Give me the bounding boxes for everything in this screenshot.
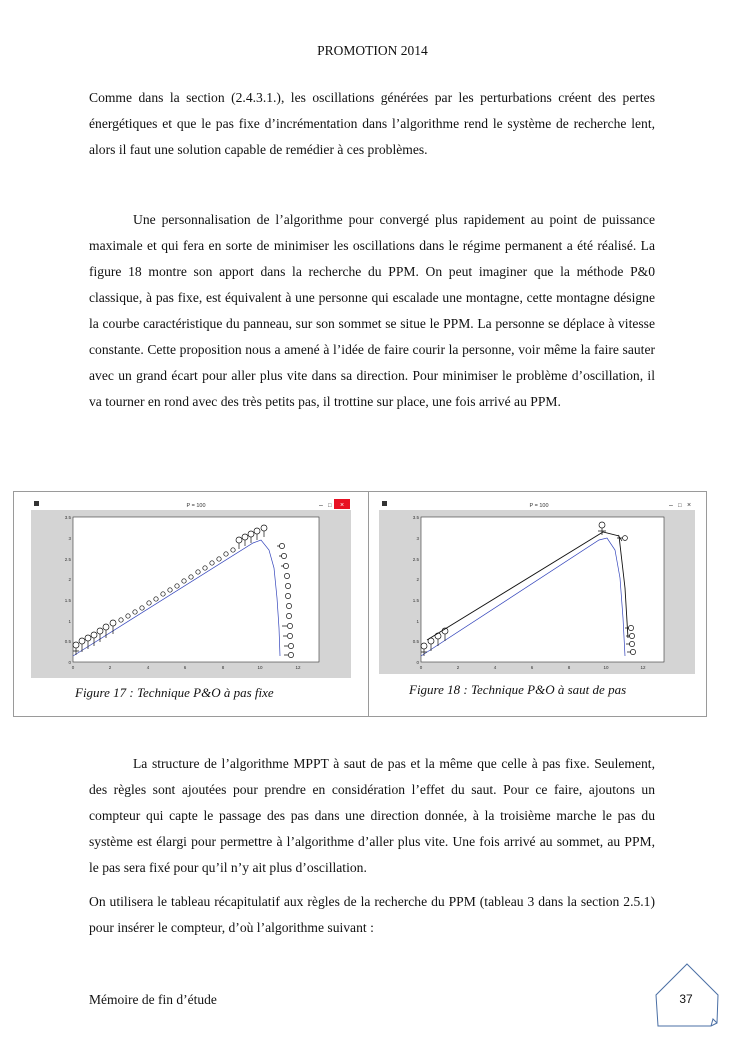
y-tick-label: 0 (68, 660, 71, 665)
y-tick-label: 1 (68, 619, 71, 624)
y-tick-label: 1 (416, 619, 419, 624)
figure-18 (379, 498, 695, 697)
x-tick-label: 10 (257, 665, 263, 670)
y-tick-label: 2 (416, 577, 419, 582)
page-number: 37 (679, 992, 693, 1006)
plot-area (73, 517, 319, 662)
paragraph-intro: Comme dans la section (2.4.3.1.), les oscillations générées par les perturbations créent des pertes énergétiques et que le pas fixe d’incrémentation dans l’algorithme rend le système de recherche lent, alors il faut une solution capable de remédier à ces problèmes. (89, 90, 655, 157)
paragraph-structure: La structure de l’algorithme MPPT à saut de pas et la même que celle à pas fixe. Seulement, des règles sont ajoutées pour prendre en considération l’effet du saut. Pour ce faire, ajoutons un compteur qui capte le passage des pas dans une direction donnée, à la troisième marche le pas du système est élargi pour permettre à l’algorithme d’aller plus vite. Une fois arrivé au sommet, au PPM, le pas sera fixé pour qu’il n’y ait plus d’oscillation. (89, 756, 655, 875)
x-tick-label: 0 (419, 665, 423, 670)
x-tick-label: 12 (640, 665, 646, 670)
y-tick-label: 1.5 (412, 598, 419, 603)
maximize-icon[interactable]: □ (678, 503, 682, 509)
y-tick-label: 0 (416, 660, 419, 665)
y-tick-label: 3 (416, 536, 419, 541)
x-tick-label: 10 (603, 665, 609, 670)
paragraph-personalisation: Une personnalisation de l’algorithme pour convergé plus rapidement au point de puissance maximale et qui fera en sorte de minimiser les oscillations dans le régime permanent a été réalisé. La figure 18 montre son apport dans la recherche du PPM. On peut imaginer que la méthode P&0 classique, à pas fixe, est équivalent à une personne qui escalade une montagne, cette montagne désigne la courbe caractéristique du panneau, sur son sommet se situe le PPM. La personne se déplace à vitesse constante. Cette proposition nous a amené à l’idée de faire courir la personne, voir même la faire sauter avec un grand écart pour aller plus vite dans sa direction. Pour minimiser le problème d’oscillation, il va tourner en rond avec des très petits pas, il trottine sur place, une fois arrivé au PPM. (89, 212, 655, 409)
paragraph-tableau: On utilisera le tableau récapitulatif aux règles de la recherche du PPM (tableau 3 dans la section 2.5.1) pour insérer le compteur, d’où l’algorithme suivant : (89, 894, 655, 935)
figure-17 (31, 498, 351, 700)
window-title: P = 100 (186, 503, 206, 509)
x-tick-label: 6 (183, 665, 187, 670)
figures-table (13, 491, 707, 717)
close-icon[interactable]: × (687, 502, 692, 509)
y-tick-label: 0.5 (412, 639, 419, 644)
close-icon: × (339, 502, 345, 509)
figure-18-caption: Figure 18 : Technique P&O à saut de pas (409, 682, 627, 697)
x-tick-label: 2 (108, 665, 112, 670)
x-tick-label: 2 (456, 665, 460, 670)
minimize-icon[interactable]: – (669, 502, 673, 509)
x-tick-label: 8 (221, 665, 225, 670)
y-tick-label: 2 (68, 577, 71, 582)
x-tick-label: 8 (567, 665, 571, 670)
y-tick-label: 1.5 (64, 598, 71, 603)
x-tick-label: 12 (295, 665, 301, 670)
x-tick-label: 0 (71, 665, 75, 670)
maximize-icon[interactable]: □ (328, 503, 332, 509)
figure-divider (368, 492, 369, 716)
y-tick-label: 2.5 (64, 557, 71, 562)
x-tick-label: 4 (146, 665, 150, 670)
y-tick-label: 3 (68, 536, 71, 541)
y-tick-label: 3.5 (412, 515, 419, 520)
figure-17-caption: Figure 17 : Technique P&O à pas fixe (75, 685, 274, 700)
y-tick-label: 2.5 (412, 557, 419, 562)
minimize-icon[interactable]: – (319, 502, 323, 509)
page-header: PROMOTION 2014 (317, 43, 428, 58)
window-title: P = 100 (529, 503, 549, 509)
footer-text: Mémoire de fin d’étude (89, 992, 217, 1007)
y-tick-label: 3.5 (64, 515, 71, 520)
x-tick-label: 6 (530, 665, 534, 670)
y-tick-label: 0.5 (64, 639, 71, 644)
x-tick-label: 4 (493, 665, 497, 670)
